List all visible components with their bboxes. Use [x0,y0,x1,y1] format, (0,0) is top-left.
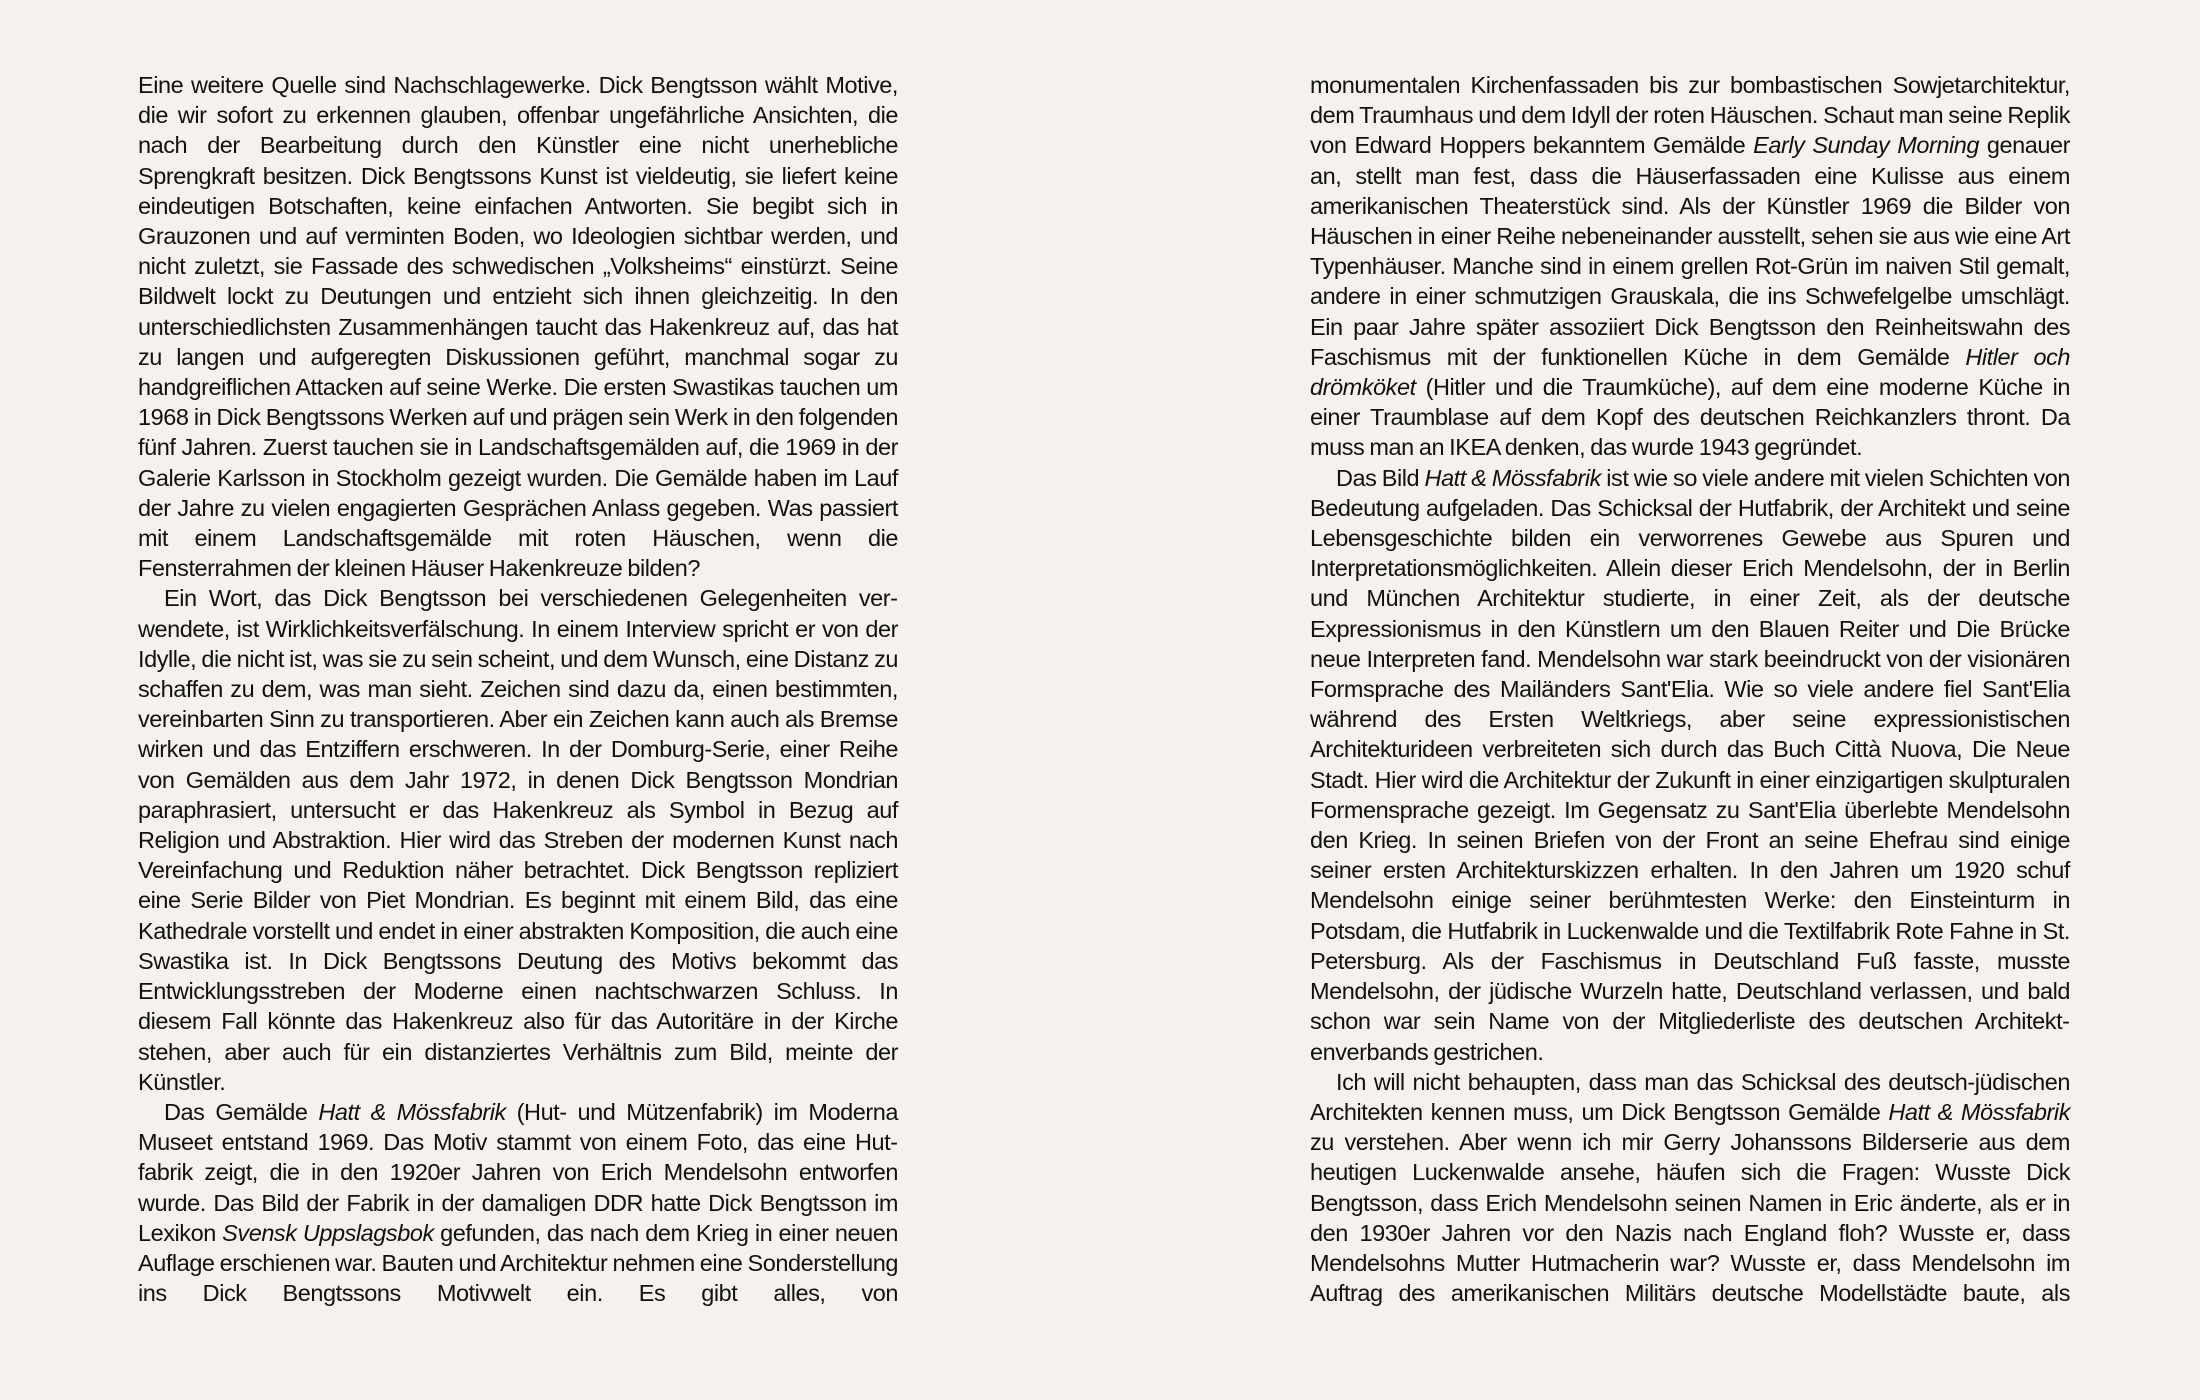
paragraph [1310,1067,2070,1309]
paragraph [138,583,898,1096]
italic-title-text: Hatt & Mössfabrik [1424,464,1601,491]
body-text: gefunden, das nach dem Krieg in einer neuen Auflage erschienen war. Bauten und Architektur nehmen eine Sonderstellung ins Dick Bengtssons Motivwelt ein. Es gibt alles, von [138,1219,898,1307]
body-text: Ein Wort, das Dick Bengtsson bei verschiedenen Gelegenheiten verwendete, ist Wirklichkeitsverfälschung. In einem Interview spricht er von der Idylle, die nicht ist, was sie zu sein scheint, und dem Wunsch, eine Distanz zu schaffen zu dem, was man sieht. Zeichen sind dazu da, einen bestimmten, vereinbarten Sinn zu transportieren. Aber ein Zeichen kann auch als Bremse wirken und das Entziffern erschweren. In der Domburg-Serie, einer Reihe von Gemälden aus dem Jahr 1972, in denen Dick Bengtsson Mondrian paraphrasiert, untersucht er das Hakenkreuz als Symbol in Bezug auf Religion und Abstraktion. Hier wird das Streben der modernen Kunst nach Vereinfachung und Reduktion näher betrachtet. Dick Bengtsson repliziert eine Serie Bilder von Piet Mondrian. Es beginnt mit einem Bild, das eine Kathedrale vorstellt und endet in einer abstrakten Komposition, die auch eine Swastika ist. In Dick Bengtssons Deutung des Motivs bekommt das Entwicklungsstreben der Moderne einen nachtschwarzen Schluss. In diesem Fall könnte das Hakenkreuz also für das Autoritäre in der Kirche stehen, aber auch für ein distanziertes Verhältnis zum Bild, meinte der Künstler. [138,585,898,1095]
left-page-text [138,70,898,1308]
body-text: genauer an, stellt man fest, dass die Häuserfassaden eine Kulisse aus einem amerikanischen Theaterstück sind. Als der Künstler 1969 die Bilder von Häuschen in einer Reihe nebeneinander ausstellt, sehen sie aus wie eine Art Typenhäuser. Manche sind in einem grellen Rot-Grün im naiven Stil gemalt, andere in einer schmutzigen Grauskala, die ins Schwefelgelbe umschlägt. Ein paar Jahre später assoziiert Dick Bengtsson den Reinheitswahn des Faschismus mit der funktionellen Küche in dem Gemälde [1310,132,2070,370]
body-text: Ich will nicht behaupten, dass man das Schicksal des deutsch-jüdischen Architekten kennen muss, um Dick Bengtsson Gemälde [1310,1068,2070,1125]
body-text: ist wie so viele andere mit vielen Schichten von Bedeutung aufgeladen. Das Schicksal der Hutfabrik, der Architekt und seine Lebensgeschichte bilden ein verworrenes Gewebe aus Spuren und Interpretationsmöglichkeiten. Allein dieser Erich Mendelsohn, der in Berlin und München Architektur studierte, in einer Zeit, als der deutsche Expressionismus in den Künstlern um den Blauen Reiter und Die Brücke neue Interpreten fand. Mendelsohn war stark beeindruckt von der visionären Formsprache des Mailänders Sant'Elia. Wie so viele andere fiel Sant'Elia während des Ersten Weltkriegs, aber seine expressionistischen Architekturideen verbreiteten sich durch das Buch Città Nuova, Die Neue Stadt. Hier wird die Architektur der Zukunft in einer einzigartigen skulpturalen Formensprache gezeigt. Im Gegensatz zu Sant'Elia überlebte Mendelsohn den Krieg. In seinen Briefen von der Front an seine Ehefrau sind einige seiner ersten Architekturskizzen erhalten. In den Jahren um 1920 schuf Mendelsohn einige seiner berühmtesten Werke: den Einsteinturm in Potsdam, die Hutfabrik in Luckenwalde und die Textilfabrik Rote Fahne in St. Petersburg. Als der Faschismus in Deutschland Fuß fasste, musste Mendelsohn, der jüdische Wurzeln hatte, Deutschland verlassen, und bald schon war sein Name von der Mitgliederliste des deutschen Architektenverbands gestrichen. [1310,464,2070,1065]
italic-title-text: Hatt & Mössfabrik [318,1098,506,1125]
body-text: Das Gemälde [164,1098,319,1125]
italic-title-text: Hitler och drömköket [1310,343,2070,401]
paragraph [138,70,898,583]
right-page-text [1310,70,2070,1308]
paragraph [1310,463,2070,1067]
italic-title-text: Svensk Uppslagsbok [222,1219,434,1246]
italic-title-text: Hatt & Mössfabrik [1888,1098,2070,1125]
paragraph [138,1097,898,1308]
body-text: Eine weitere Quelle sind Nachschlagewerke. Dick Bengtsson wählt Motive, die wir sofort zu erkennen glauben, offenbar ungefährliche Ansichten, die nach der Bearbeitung durch den Künstler eine nicht unerhebliche Sprengkraft besitzen. Dick Bengtssons Kunst ist vieldeutig, sie liefert keine eindeutigen Botschaften, keine einfachen Antworten. Sie begibt sich in Grauzonen und auf verminten Boden, wo Ideologien sichtbar werden, und nicht zuletzt, sie Fassade des schwedischen „Volksheims“ einstürzt. Seine Bildwelt lockt zu Deutungen und entzieht sich ihnen gleichzeitig. In den unterschiedlichsten Zusammenhängen taucht das Hakenkreuz auf, das hat zu langen und aufgeregten Diskussionen geführt, manchmal sogar zu handgreiflichen Attacken auf seine Werke. Die ersten Swastikas tauchen um 1968 in Dick Bengtssons Werken auf und prägen sein Werk in den folgenden fünf Jahren. Zuerst tauchen sie in Landschaftsgemälden auf, die 1969 in der Galerie Karlsson in Stockholm gezeigt wurden. Die Gemälde haben im Lauf der Jahre zu vielen engagierten Gesprächen Anlass gegeben. Was passiert mit einem Landschaftsgemälde mit roten Häuschen, wenn die Fensterrahmen der kleinen Häuser Hakenkreuze bilden? [138,72,898,582]
body-text: (Hitler und die Traumküche), auf dem eine moderne Küche in einer Traumblase auf dem Kopf des deutschen Reichkanzlers thront. Da muss man an IKEA denken, das wurde 1943 gegründet. [1310,374,2070,461]
body-text: Das Bild [1336,464,1425,491]
paragraph [1310,70,2070,463]
body-text: monumentalen Kirchenfassaden bis zur bombastischen Sowjetarchitektur, dem Traumhaus und dem Idyll der roten Häuschen. Schaut man seine Replik von Edward Hoppers bekanntem Gemälde [1310,72,2070,159]
body-text: (Hut- und Mützenfabrik) im Moderna Museet entstand 1969. Das Motiv stammt von einem Foto, das eine Hutfabrik zeigt, die in den 1920er Jahren von Erich Mendelsohn entworfen wurde. Das Bild der Fabrik in der damaligen DDR hatte Dick Bengtsson im Lexikon [138,1098,898,1246]
italic-title-text: Early Sunday Morning [1753,132,1979,159]
body-text: zu verstehen. Aber wenn ich mir Gerry Johanssons Bilderserie aus dem heutigen Luckenwalde ansehe, häufen sich die Fragen: Wusste Dick Bengtsson, dass Erich Mendelsohn seinen Namen in Eric änderte, als er in den 1930er Jahren vor den Nazis nach England floh? Wusste er, dass Mendelsohns Mutter Hutmacherin war? Wusste er, dass Mendelsohn im Auftrag des amerikanischen Militärs deutsche Modellstädte baute, als [1310,1129,2070,1307]
